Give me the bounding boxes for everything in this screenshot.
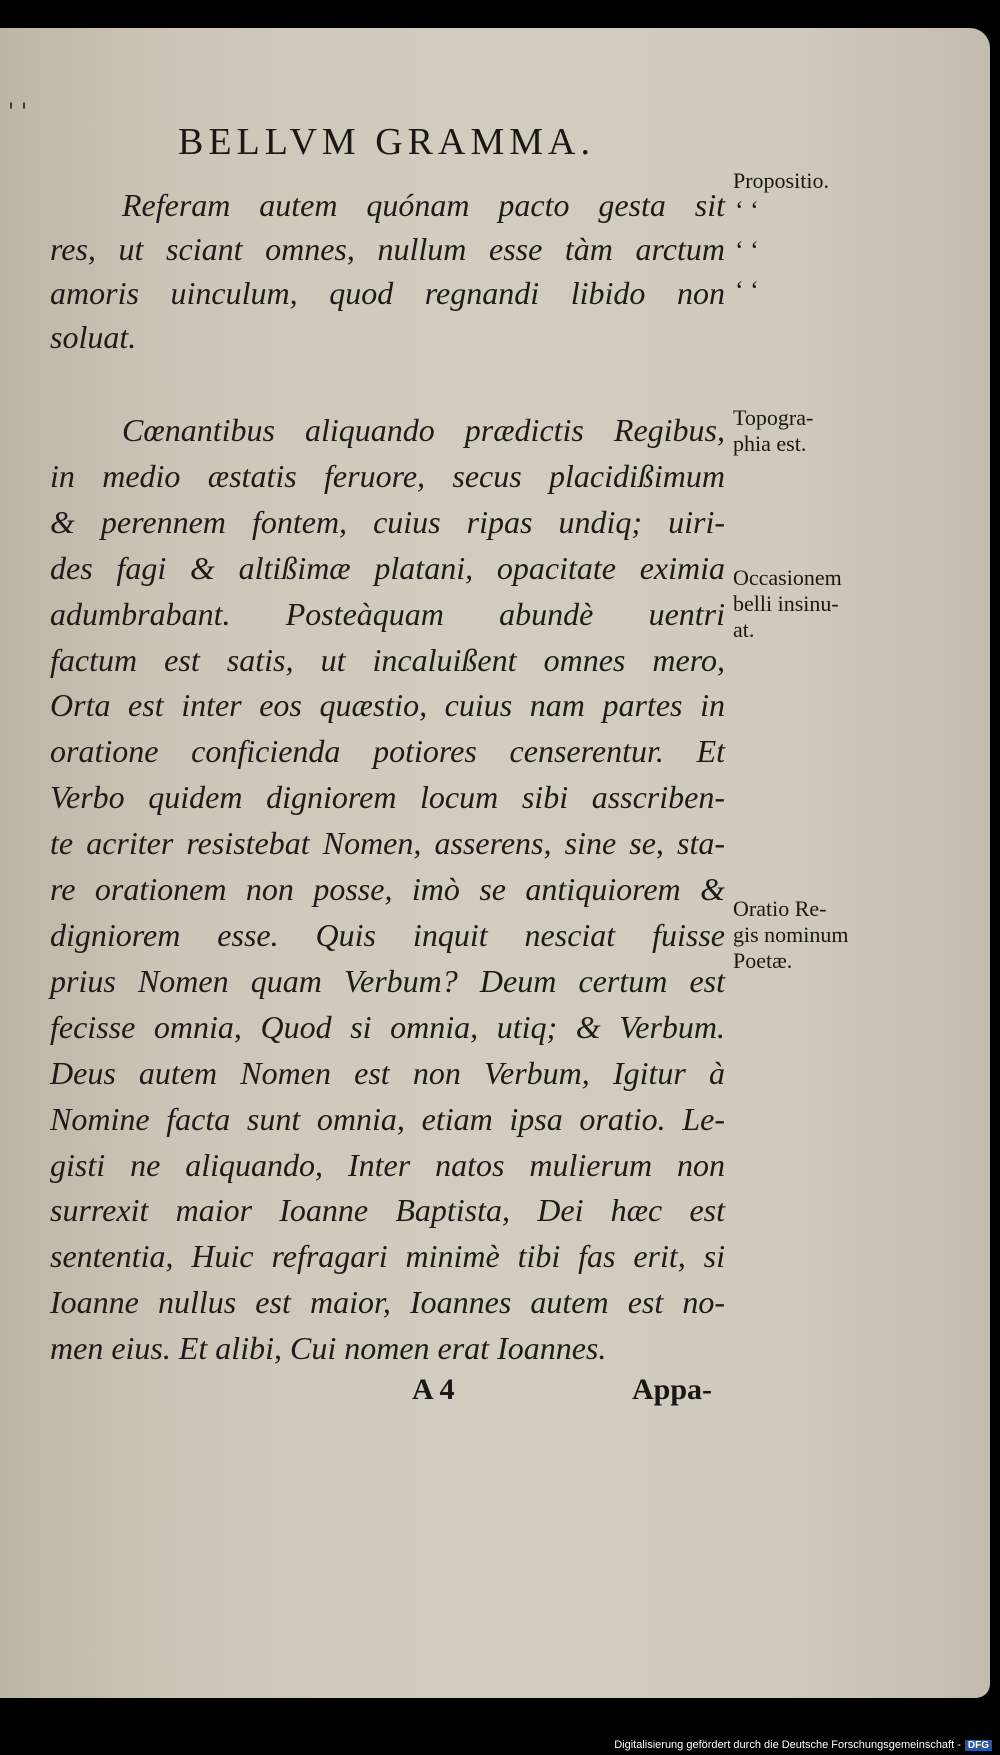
- margin-note-propositio: [733, 168, 903, 194]
- margin-note-line: Poetæ.: [733, 948, 793, 973]
- text-line: des fagi & altißimæ platani, opacitate eximia: [50, 549, 725, 586]
- text-line: res, ut sciant omnes, nullum esse tàm arctum: [50, 231, 725, 267]
- text-line: Verbo quidem digniorem locum sibi asscriben-: [50, 779, 725, 816]
- text-line: amoris uinculum, quod regnandi libido non: [50, 275, 725, 311]
- text-line: Cœnantibus aliquando prædictis Regibus,: [122, 412, 725, 448]
- margin-note-line: Oratio Re-: [733, 896, 827, 921]
- text-line: in medio æstatis feruore, secus placidißimum: [50, 457, 725, 494]
- text-line: surrexit maior Ioanne Baptista, Dei hæc est: [50, 1192, 725, 1229]
- text-line: soluat.: [50, 319, 137, 355]
- text-line: fecisse omnia, Quod si omnia, utiq; & Verbum.: [50, 1008, 725, 1045]
- gutter-mark: ' ': [8, 100, 28, 125]
- text-line: Orta est inter eos quæstio, cuius nam partes in: [50, 687, 725, 724]
- running-head: BELLVM GRAMMA.: [178, 121, 595, 163]
- digitization-credit: [614, 1739, 992, 1751]
- paragraph-1: [50, 183, 725, 359]
- text-line: adumbrabant. Posteàquam abundè uentri: [50, 595, 725, 632]
- quote-mark: ‘ ‘: [735, 236, 759, 265]
- text-line: digniorem esse. Quis inquit nesciat fuisse: [50, 916, 725, 953]
- margin-note-line: at.: [733, 617, 755, 642]
- margin-note-oratio: [733, 896, 903, 974]
- text-line: Nomine facta sunt omnia, etiam ipsa oratio. Le-: [50, 1100, 725, 1137]
- text-line: & perennem fontem, cuius ripas undiq; uiri-: [50, 503, 725, 540]
- paragraph-2: [50, 408, 725, 1372]
- book-page: [0, 28, 990, 1698]
- text-line: men eius. Et alibi, Cui nomen erat Ioannes.: [50, 1330, 607, 1367]
- text-line: Deus autem Nomen est non Verbum, Igitur à: [50, 1054, 725, 1091]
- quote-mark: ‘ ‘: [735, 196, 759, 225]
- margin-note-line: Occasionem: [733, 565, 842, 590]
- margin-note-line: Propositio.: [733, 168, 829, 193]
- margin-note-occasionem: [733, 565, 903, 643]
- text-line: Ioanne nullus est maior, Ioannes autem est no-: [50, 1284, 725, 1321]
- text-line: sententia, Huic refragari minimè tibi fas erit, si: [50, 1238, 725, 1275]
- text-line: Referam autem quónam pacto gesta sit: [122, 187, 725, 223]
- margin-note-line: gis nominum: [733, 922, 849, 947]
- text-line: prius Nomen quam Verbum? Deum certum est: [50, 962, 725, 999]
- margin-note-line: Topogra-: [733, 405, 814, 430]
- margin-note-line: belli insinu-: [733, 591, 839, 616]
- margin-note-line: phia est.: [733, 431, 807, 456]
- text-line: factum est satis, ut incaluißent omnes mero,: [50, 641, 725, 678]
- catchword: Appa-: [632, 1373, 713, 1406]
- quote-mark: ‘ ‘: [735, 276, 759, 305]
- footer-text: Digitalisierung gefördert durch die Deutsche Forschungsgemeinschaft -: [614, 1739, 961, 1751]
- margin-note-topographia: [733, 405, 903, 457]
- text-line: te acriter resistebat Nomen, asserens, sine se, sta-: [50, 825, 725, 862]
- text-line: oratione conficienda potiores censerentur. Et: [50, 733, 725, 770]
- signature-mark: A 4: [412, 1373, 455, 1406]
- text-line: gisti ne aliquando, Inter natos mulierum non: [50, 1146, 725, 1183]
- dfg-logo: DFG: [965, 1740, 992, 1751]
- text-line: re orationem non posse, imò se antiquiorem &: [50, 871, 725, 908]
